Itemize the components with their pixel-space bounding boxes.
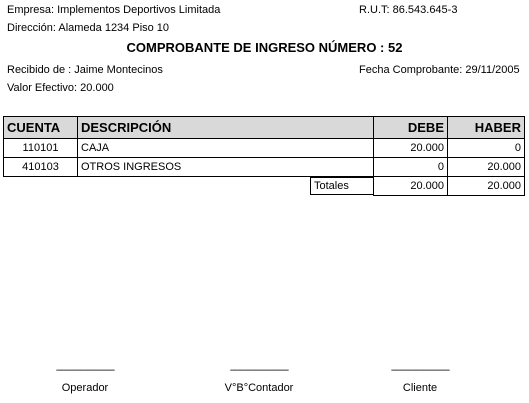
received-from: Recibido de : Jaime Montecinos bbox=[7, 64, 163, 76]
signature-line-client: ------------------------- bbox=[390, 365, 450, 376]
signature-line-accountant: ------------------------- bbox=[229, 365, 289, 376]
totals-spacer bbox=[4, 177, 374, 196]
voucher-date: Fecha Comprobante: 29/11/2005 bbox=[359, 64, 520, 76]
account-cell: 410103 bbox=[4, 158, 78, 177]
company-name: Empresa: Implementos Deportivos Limitada bbox=[7, 4, 221, 16]
total-debit-cell: 20.000 bbox=[374, 177, 448, 196]
total-credit-cell: 20.000 bbox=[448, 177, 525, 196]
description-cell: OTROS INGRESOS bbox=[78, 158, 374, 177]
column-header-account: CUENTA bbox=[4, 117, 78, 139]
column-header-credit: HABER bbox=[448, 117, 525, 139]
document-title: COMPROBANTE DE INGRESO NÚMERO : 52 bbox=[126, 40, 403, 55]
table-row bbox=[4, 158, 525, 177]
credit-cell: 0 bbox=[448, 139, 525, 158]
signature-label-operator: Operador bbox=[61, 382, 109, 394]
signature-line-operator: ------------------------- bbox=[55, 365, 115, 376]
debit-cell: 0 bbox=[374, 158, 448, 177]
column-header-description: DESCRIPCIÓN bbox=[78, 117, 374, 139]
debit-cell: 20.000 bbox=[374, 139, 448, 158]
company-address: Dirección: Alameda 1234 Piso 10 bbox=[7, 22, 170, 34]
table-row bbox=[4, 139, 525, 158]
totals-label: Totales bbox=[310, 177, 373, 195]
cash-value: Valor Efectivo: 20.000 bbox=[7, 82, 114, 94]
signature-label-client: Cliente bbox=[402, 382, 438, 394]
company-rut: R.U.T: 86.543.645-3 bbox=[359, 4, 458, 16]
credit-cell: 20.000 bbox=[448, 158, 525, 177]
voucher-table bbox=[3, 116, 525, 196]
signature-label-accountant: V°B°Contador bbox=[224, 382, 294, 394]
totals-row bbox=[4, 177, 525, 196]
description-cell: CAJA bbox=[78, 139, 374, 158]
table-header-row bbox=[4, 117, 525, 139]
column-header-debit: DEBE bbox=[374, 117, 448, 139]
account-cell: 110101 bbox=[4, 139, 78, 158]
